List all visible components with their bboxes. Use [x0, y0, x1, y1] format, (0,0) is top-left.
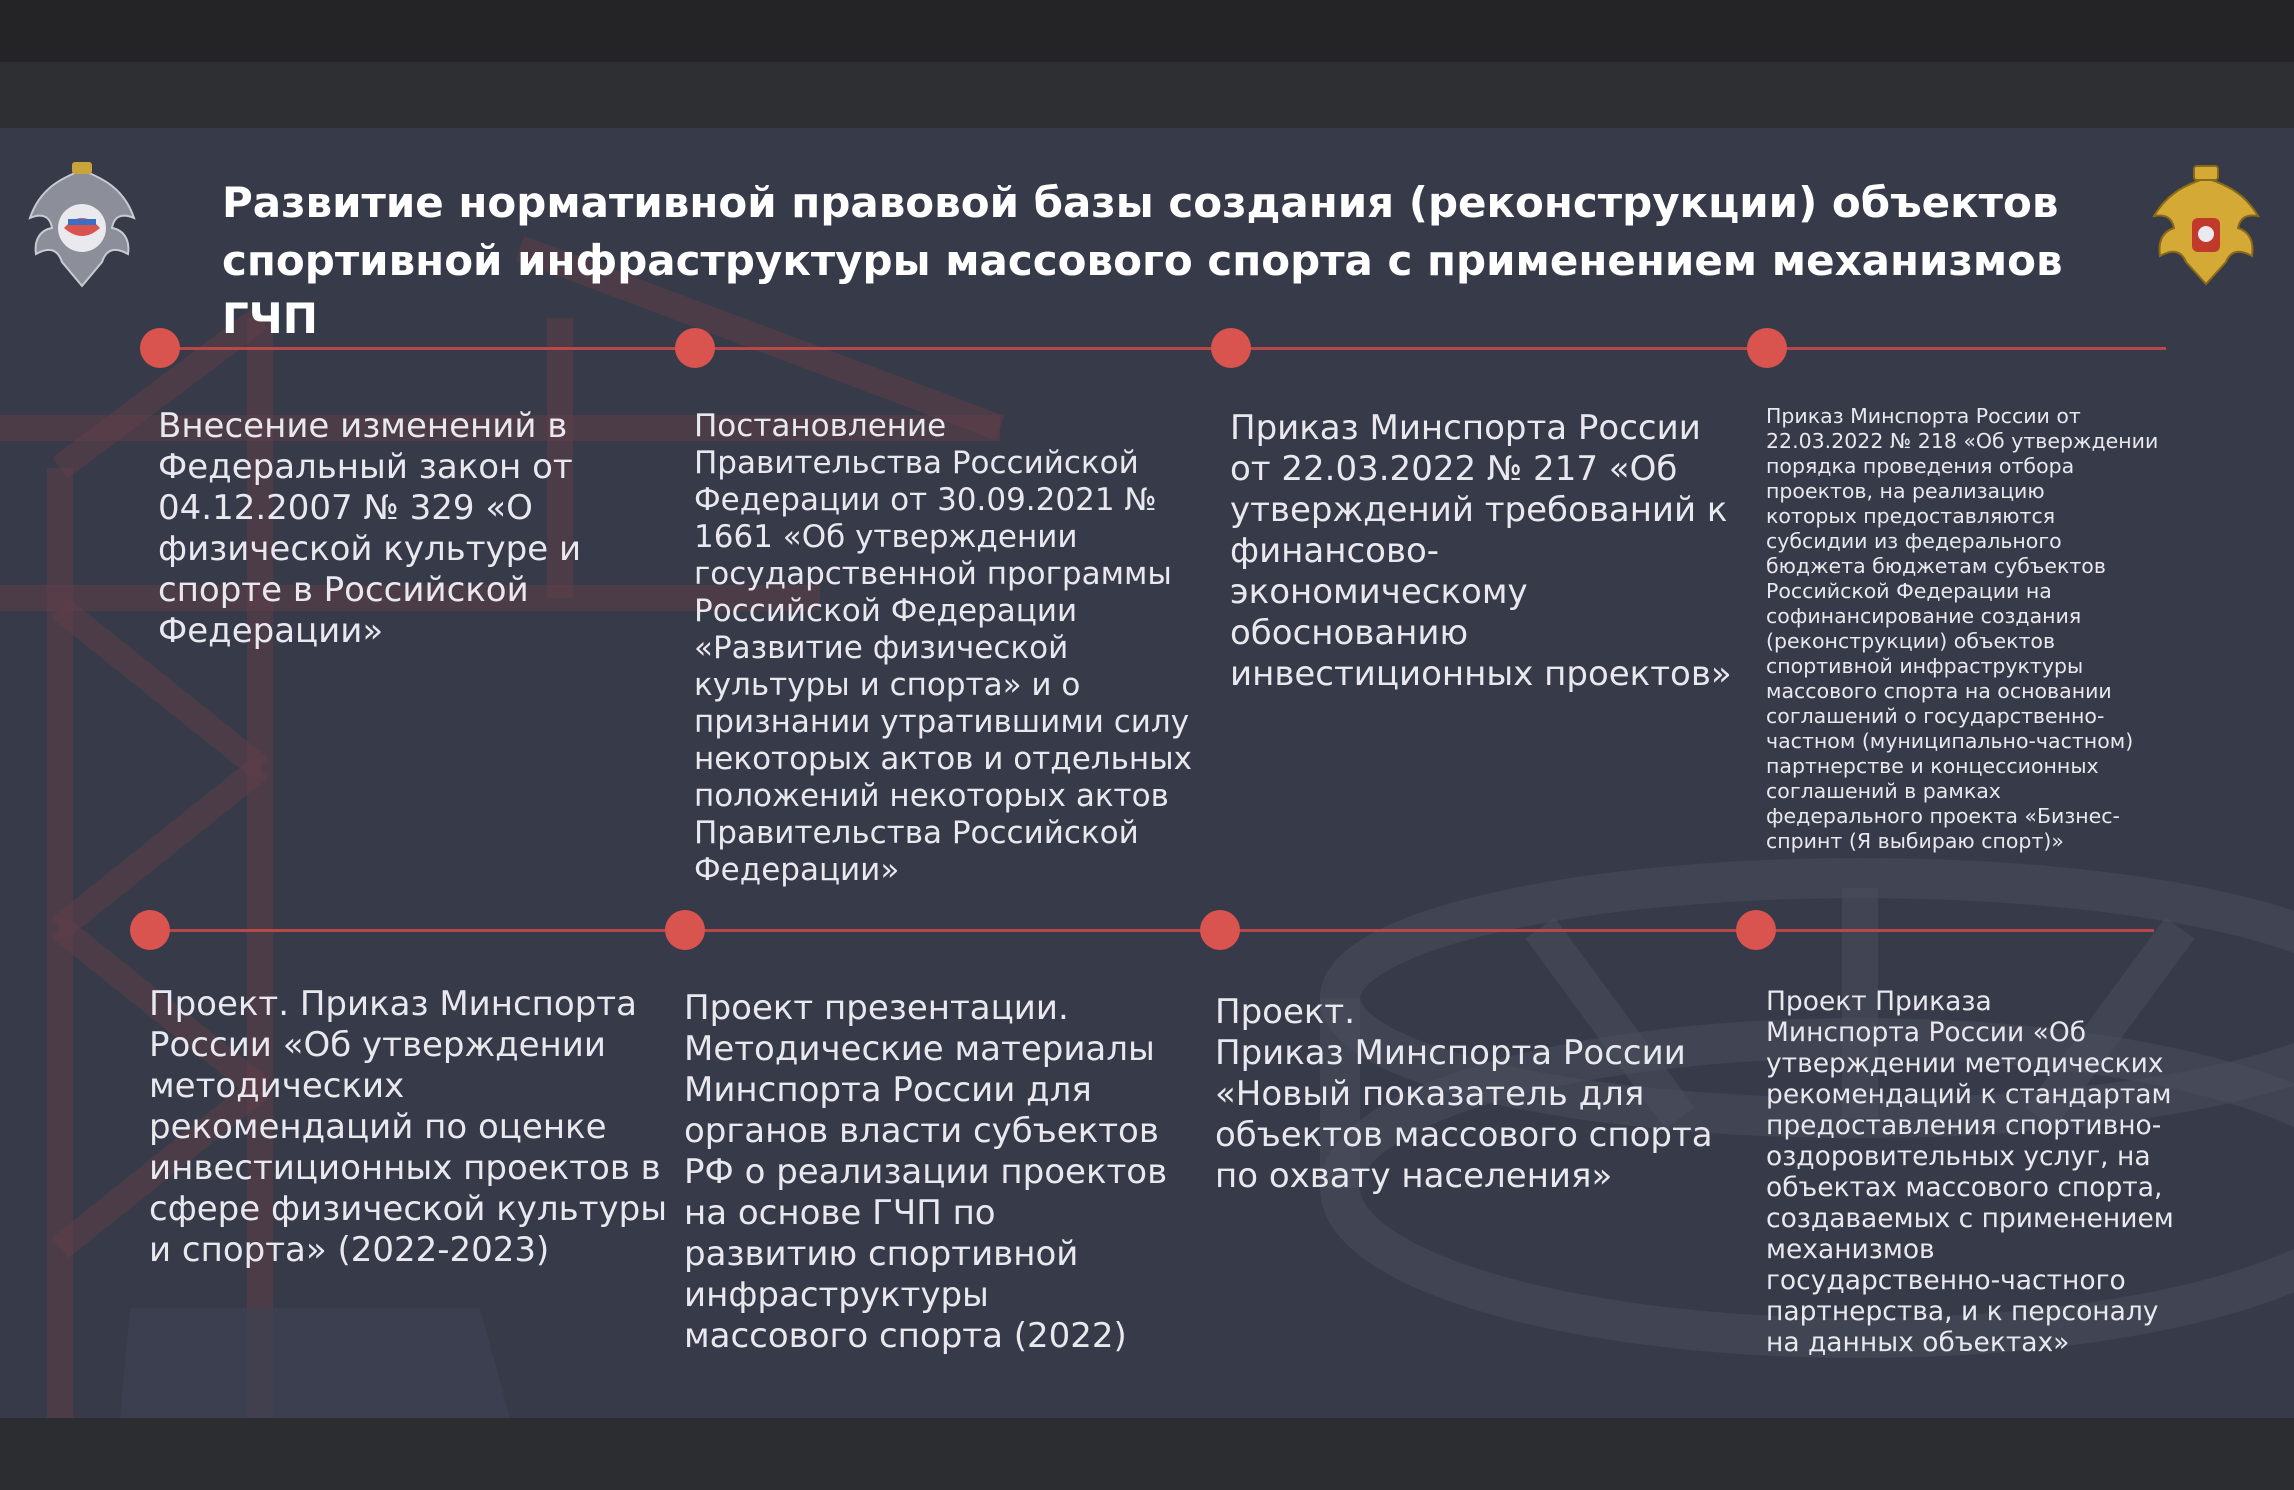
title-text: Развитие нормативной правовой базы создания (реконструкции) объектов спортивной инфраструктуры массового спорта с применением механизмов ГЧП [222, 178, 2063, 343]
bottom-bar [0, 1418, 2294, 1490]
timeline-item-text: Проект Приказа Минспорта России «Об утверждении методических рекомендаций к стандартам предоставления спортивно- оздоровительных услуг, на объектах массового спорта, создаваемых с применением механизмов государственно-частного партнерства, и к персоналу на данных объектах» [1766, 986, 2174, 1358]
top-bar [0, 0, 2294, 62]
timeline-line-2 [150, 929, 2154, 932]
timeline-item [694, 408, 1214, 889]
timeline-item [684, 988, 1204, 1357]
page-title [222, 174, 2102, 348]
timeline-item-text: Приказ Минспорта России от 22.03.2022 № 218 «Об утверждении порядка проведения отбора проектов, на реализацию которых предоставляются субсидии из федерального бюджета бюджетам субъектов Российской Федерации на софинансирование создания (реконструкции) объектов спортивной инфраструктуры массового спорта на основании соглашений о государственно- частном (муниципально-частном) партнерстве и концессионных соглашений в рамках федерального проекта «Бизнес- спринт (Я выбираю спорт)» [1766, 404, 2159, 853]
timeline-item-text: Проект. Приказ Минспорта России «Новый показатель для объектов массового спорта по охвату населения» [1215, 992, 1713, 1196]
russian-coat-of-arms-icon [2148, 162, 2264, 288]
timeline-dot [130, 910, 170, 950]
timeline-item [158, 406, 658, 652]
timeline-item [1230, 408, 1750, 695]
timeline-dot [675, 328, 715, 368]
timeline-item-text: Проект презентации. Методические материалы Минспорта России для органов власти субъектов РФ о реализации проектов на основе ГЧП по развитию спортивной инфраструктуры массового спорта (2022) [684, 988, 1168, 1356]
top-bar-secondary [0, 62, 2294, 128]
timeline-item-text: Внесение изменений в Федеральный закон от 04.12.2007 № 329 «О физической культуре и спорте в Российской Федерации» [158, 406, 582, 651]
timeline-item-text: Приказ Минспорта России от 22.03.2022 № 217 «Об утверждений требований к финансово- экономическому обоснованию инвестиционных проектов» [1230, 408, 1732, 694]
timeline-dot [1736, 910, 1776, 950]
timeline-item [1766, 404, 2186, 854]
timeline-item-text: Проект. Приказ Минспорта России «Об утверждении методических рекомендаций по оценке инвестиционных проектов в сфере физической культуры и спорта» (2022-2023) [149, 984, 668, 1270]
timeline-item [1215, 992, 1735, 1197]
timeline-item [1766, 986, 2226, 1358]
slide [0, 128, 2294, 1418]
timeline-item [149, 984, 669, 1271]
ministry-emblem-icon [22, 158, 142, 298]
timeline-dot [665, 910, 705, 950]
timeline-dot [140, 328, 180, 368]
timeline-item-text: Постановление Правительства Российской Федерации от 30.09.2021 № 1661 «Об утверждении государственной программы Российской Федерации «Развитие физической культуры и спорта» и о признании утратившими силу некоторых актов и отдельных положений некоторых актов Правительства Российской Федерации» [694, 408, 1192, 888]
timeline-dot [1200, 910, 1240, 950]
timeline-dot [1747, 328, 1787, 368]
timeline-dot [1211, 328, 1251, 368]
timeline-line-1 [160, 347, 2166, 350]
